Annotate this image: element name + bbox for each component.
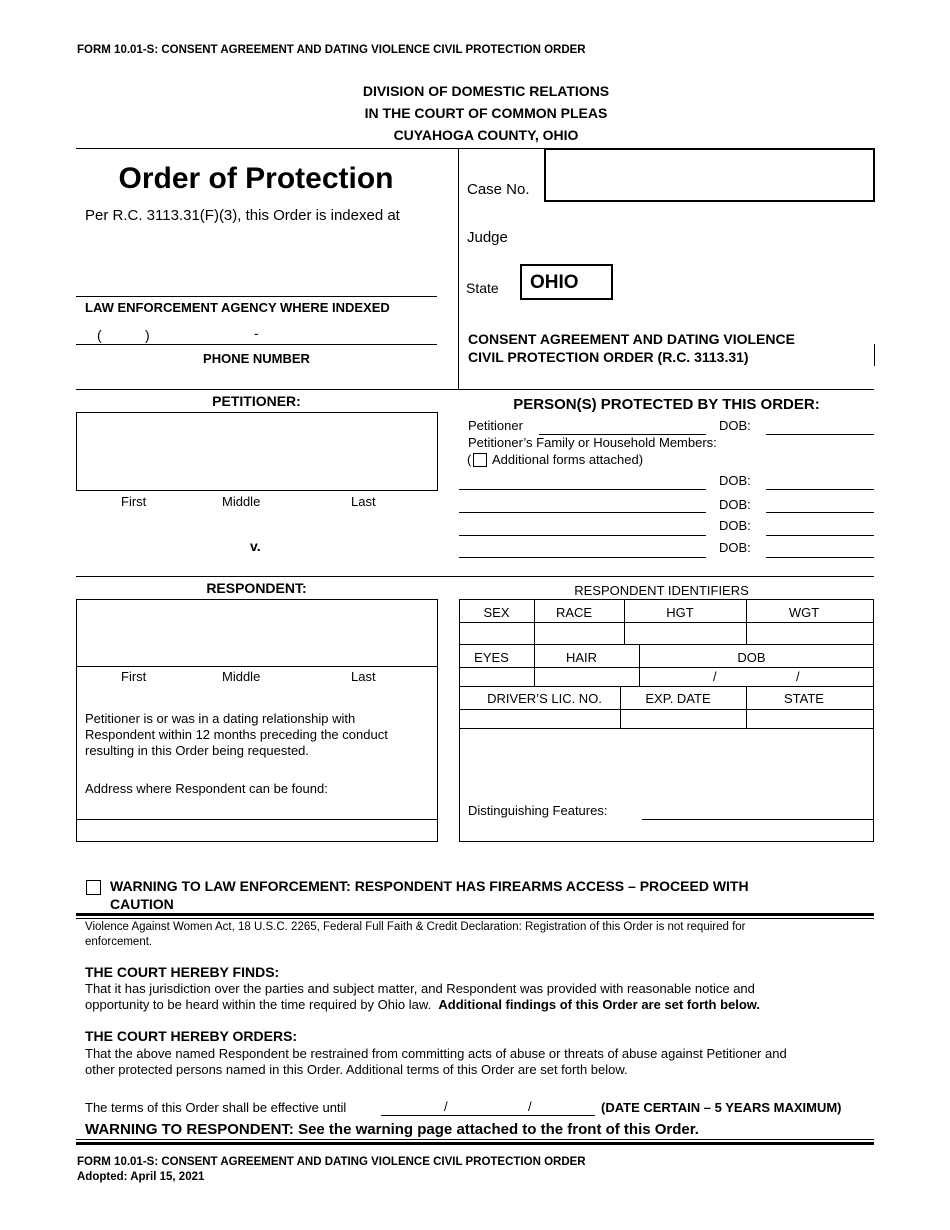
petitioner-heading: PETITIONER: <box>212 393 301 409</box>
indexed-text: Per R.C. 3113.31(F)(3), this Order is indexed at <box>85 207 400 224</box>
bottom-thick-rule <box>76 1142 874 1145</box>
identifiers-heading: RESPONDENT IDENTIFIERS <box>574 583 749 598</box>
orders-line1: That the above named Respondent be restrained from committing acts of abuse or threats of abuse against Petitioner and <box>85 1046 787 1061</box>
order-type-mark <box>874 344 875 366</box>
id-row3-bottom <box>459 728 874 729</box>
additional-forms-checkbox[interactable] <box>473 453 487 467</box>
state-label: State <box>466 280 499 296</box>
address-label: Address where Respondent can be found: <box>85 781 328 796</box>
additional-forms-paren: ( <box>467 452 472 467</box>
header-bottom-rule <box>76 389 874 390</box>
family-member-1-dob-label: DOB: <box>719 473 751 488</box>
relationship-line3: resulting in this Order being requested. <box>85 743 310 758</box>
effective-max: (DATE CERTAIN – 5 YEARS MAXIMUM) <box>601 1100 842 1115</box>
relationship-line1: Petitioner is or was in a dating relationship with <box>85 711 356 726</box>
features-label: Distinguishing Features: <box>468 803 608 818</box>
finds-line2-plain: opportunity to be heard within the time required by Ohio law. <box>85 997 432 1012</box>
effective-date-line[interactable] <box>381 1115 595 1116</box>
family-member-2-dob-label: DOB: <box>719 497 751 512</box>
dob-slash-1: / <box>713 669 717 684</box>
vawa-line1: Violence Against Women Act, 18 U.S.C. 2265, Federal Full Faith & Credit Declaration: Registration of this Order is not required for <box>85 921 746 933</box>
sex-label: SEX <box>483 605 510 620</box>
dob-label: DOB <box>737 650 766 665</box>
family-member-4-dob-label: DOB: <box>719 540 751 555</box>
effective-slash-2: / <box>528 1099 532 1114</box>
court-county: CUYAHOGA COUNTY, OHIO <box>393 127 579 143</box>
additional-forms-label: Additional forms attached) <box>492 452 644 467</box>
license-label: DRIVER’S LIC. NO. <box>487 691 602 706</box>
id-row3-rule <box>459 709 874 710</box>
case-no-input[interactable] <box>544 148 875 202</box>
firearms-thin-rule <box>76 918 874 919</box>
id-row2-rule <box>459 667 874 668</box>
family-member-3-dob-label: DOB: <box>719 518 751 533</box>
state-id-label: STATE <box>784 691 824 706</box>
hgt-label: HGT <box>666 605 694 620</box>
court-name: IN THE COURT OF COMMON PLEAS <box>364 105 608 121</box>
features-line[interactable] <box>642 819 874 820</box>
relationship-line2: Respondent within 12 months preceding the conduct <box>85 727 388 742</box>
respondent-middle-label: Middle <box>222 669 261 684</box>
effective-slash-1: / <box>444 1099 448 1114</box>
order-type-line1: CONSENT AGREEMENT AND DATING VIOLENCE <box>468 331 795 347</box>
order-type-line2: CIVIL PROTECTION ORDER (R.C. 3113.31) <box>468 349 749 365</box>
bottom-thin-rule <box>76 1139 874 1140</box>
phone-dash: - <box>254 325 259 341</box>
phone-label: PHONE NUMBER <box>203 351 310 366</box>
versus: v. <box>250 538 261 554</box>
protected-petitioner-label: Petitioner <box>468 418 523 433</box>
family-member-4-line[interactable] <box>459 557 706 558</box>
judge-label: Judge <box>467 229 508 246</box>
petitioner-name-box[interactable] <box>76 412 438 491</box>
exp-date-label: EXP. DATE <box>645 691 711 706</box>
family-label: Petitioner’s Family or Household Members: <box>468 435 717 450</box>
orders-heading: THE COURT HEREBY ORDERS: <box>85 1028 298 1044</box>
family-member-3-line[interactable] <box>459 535 706 536</box>
hair-label: HAIR <box>565 650 598 665</box>
protected-petitioner-dob-label: DOB: <box>719 418 751 433</box>
state-value: OHIO <box>530 272 579 293</box>
page-title: Order of Protection <box>118 162 394 195</box>
finds-line2-bold: Additional findings of this Order are set forth below. <box>438 997 761 1012</box>
respondent-heading: RESPONDENT: <box>206 580 307 596</box>
header-divider <box>458 148 459 390</box>
firearms-warning-line2: CAUTION <box>110 896 174 912</box>
id-row1-rule <box>459 622 874 623</box>
family-member-3-dob-line[interactable] <box>766 535 874 536</box>
state-box <box>520 264 613 300</box>
petitioner-first-label: First <box>121 494 147 509</box>
protected-petitioner-dob-line[interactable] <box>766 434 874 435</box>
respondent-last-label: Last <box>351 669 376 684</box>
firearms-warning-line1: WARNING TO LAW ENFORCEMENT: RESPONDENT HAS FIREARMS ACCESS – PROCEED WITH <box>110 878 749 894</box>
firearms-checkbox[interactable] <box>86 880 101 895</box>
family-member-1-line[interactable] <box>459 489 706 490</box>
orders-line2: other protected persons named in this Order. Additional terms of this Order are set forth below. <box>85 1062 628 1077</box>
respondent-name-line[interactable] <box>76 666 438 667</box>
dob-slash-2: / <box>796 669 800 684</box>
firearms-thick-rule <box>76 913 874 916</box>
finds-line1: That it has jurisdiction over the parties and subject matter, and Respondent was provided with reasonable notice and <box>85 981 755 996</box>
eyes-label: EYES <box>474 650 509 665</box>
wgt-label: WGT <box>788 605 820 620</box>
address-line[interactable] <box>76 819 438 820</box>
vawa-line2: enforcement. <box>85 936 153 948</box>
footer-adopted: Adopted: April 15, 2021 <box>77 1171 205 1183</box>
agency-line[interactable] <box>76 296 437 297</box>
phone-paren-open: ( <box>97 327 102 343</box>
section-rule <box>76 576 874 577</box>
form-id-top: FORM 10.01-S: CONSENT AGREEMENT AND DATING VIOLENCE CIVIL PROTECTION ORDER <box>77 44 586 56</box>
case-no-label: Case No. <box>467 181 530 198</box>
phone-paren-close: ) <box>145 327 150 343</box>
finds-heading: THE COURT HEREBY FINDS: <box>85 964 280 980</box>
protected-heading: PERSON(S) PROTECTED BY THIS ORDER: <box>513 396 820 413</box>
agency-label: LAW ENFORCEMENT AGENCY WHERE INDEXED <box>85 300 390 315</box>
footer-form-id: FORM 10.01-S: CONSENT AGREEMENT AND DATING VIOLENCE CIVIL PROTECTION ORDER <box>77 1156 586 1168</box>
petitioner-last-label: Last <box>351 494 376 509</box>
family-member-2-dob-line[interactable] <box>766 512 874 513</box>
id-row2-bottom <box>459 686 874 687</box>
family-member-2-line[interactable] <box>459 512 706 513</box>
phone-line[interactable] <box>76 344 437 345</box>
petitioner-middle-label: Middle <box>222 494 261 509</box>
family-member-4-dob-line[interactable] <box>766 557 874 558</box>
id-row1-bottom <box>459 644 874 645</box>
respondent-first-label: First <box>121 669 147 684</box>
family-member-1-dob-line[interactable] <box>766 489 874 490</box>
finds-line2 <box>85 997 760 1012</box>
race-label: RACE <box>555 605 593 620</box>
respondent-warning: WARNING TO RESPONDENT: See the warning page attached to the front of this Order. <box>85 1121 699 1138</box>
court-division: DIVISION OF DOMESTIC RELATIONS <box>362 83 610 99</box>
effective-label: The terms of this Order shall be effective until <box>85 1100 347 1115</box>
